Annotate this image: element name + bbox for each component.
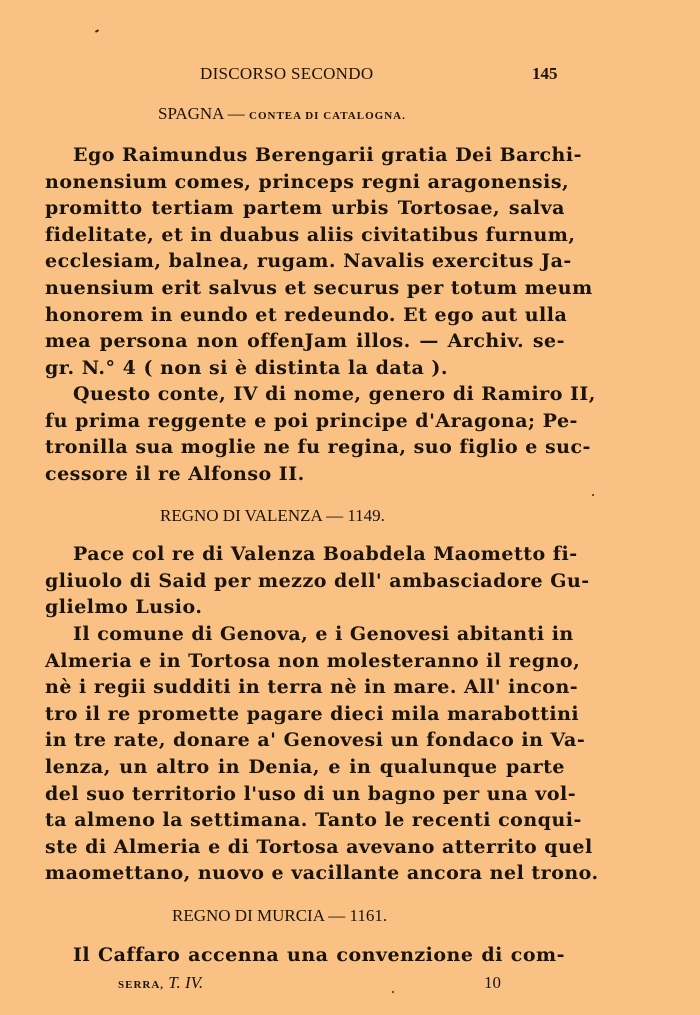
text-line: in tre rate, donare a' Genovesi un fondaco in Va- bbox=[45, 729, 586, 752]
paragraph-charter-text bbox=[45, 142, 593, 381]
paragraph-treaty-terms bbox=[45, 621, 599, 887]
ink-speck bbox=[592, 494, 594, 496]
text-line: fidelitate, et in duabus aliis civitatibus furnum, bbox=[45, 223, 576, 246]
running-head bbox=[0, 64, 700, 88]
text-line: ta almeno la settimana. Tanto le recenti conqui- bbox=[45, 809, 582, 832]
text-line: Pace col re di Valenza Boabdela Maometto fi- bbox=[73, 543, 578, 565]
section-heading-sub: CONTEA DI CATALOGNA. bbox=[249, 110, 406, 122]
ink-speck bbox=[95, 29, 99, 33]
text-line: ecclesiam, balnea, rugam. Navalis exercitus Ja- bbox=[45, 250, 572, 273]
signature-name: SERRA, bbox=[118, 979, 165, 991]
text-line: mea persona non offenJam illos. — Archiv. se- bbox=[45, 330, 565, 353]
printer-signature bbox=[118, 973, 203, 993]
running-title: DISCORSO SECONDO bbox=[200, 64, 374, 83]
text-line: nuensium erit salvus et securus per totum meum bbox=[45, 276, 593, 299]
text-line: gr. N.° 4 ( non si è distinta la data ). bbox=[45, 356, 449, 379]
text-line: nonensium comes, princeps regni aragonensis, bbox=[45, 170, 570, 193]
text-line: nè i regii sudditi in terra nè in mare. All' incon- bbox=[45, 676, 579, 699]
paragraph-caffaro bbox=[45, 942, 565, 969]
text-line: lenza, un altro in Denia, e in qualunque parte bbox=[45, 755, 565, 778]
text-line: tro il re promette pagare dieci mila marabottini bbox=[45, 702, 580, 725]
text-line: fu prima reggente e poi principe d'Aragona; Pe- bbox=[45, 409, 578, 432]
paragraph-peace-treaty bbox=[45, 541, 590, 621]
section-heading-spagna bbox=[158, 104, 406, 124]
text-line: Il comune di Genova, e i Genovesi abitanti in bbox=[73, 623, 574, 645]
signature-volume: T. IV. bbox=[168, 973, 204, 992]
text-line: maomettano, nuovo e vacillante ancora nel trono. bbox=[45, 862, 599, 885]
text-line: ste di Almeria e di Tortosa avevano atterrito quel bbox=[45, 835, 593, 858]
text-line: gliuolo di Said per mezzo dell' ambasciadore Gu- bbox=[45, 569, 590, 592]
paragraph-commentary bbox=[45, 381, 596, 487]
text-line: cessore il re Alfonso II. bbox=[45, 462, 305, 485]
signature-number: 10 bbox=[484, 973, 501, 992]
ink-speck bbox=[392, 991, 394, 993]
text-line: Questo conte, IV di nome, genero di Ramiro II, bbox=[73, 383, 596, 405]
section-heading-main: SPAGNA — bbox=[158, 104, 245, 123]
page-footer bbox=[0, 973, 700, 997]
text-line: del suo territorio l'uso di un bagno per una vol- bbox=[45, 782, 577, 805]
text-line: tronilla sua moglie ne fu regina, suo figlio e suc- bbox=[45, 436, 591, 459]
text-line: Il Caffaro accenna una convenzione di com- bbox=[73, 944, 565, 966]
text-line: Ego Raimundus Berengarii gratia Dei Barchi- bbox=[73, 144, 582, 166]
text-line: honorem in eundo et redeundo. Et ego aut ulla bbox=[45, 303, 568, 326]
text-line: glielmo Lusio. bbox=[45, 596, 203, 619]
text-line: Almeria e in Tortosa non molesteranno il regno, bbox=[45, 649, 581, 672]
text-line: promitto tertiam partem urbis Tortosae, salva bbox=[45, 197, 565, 220]
section-heading-valenza: REGNO DI VALENZA — 1149. bbox=[160, 506, 385, 525]
page-number: 145 bbox=[532, 64, 558, 83]
section-heading-murcia: REGNO DI MURCIA — 1161. bbox=[172, 906, 388, 925]
